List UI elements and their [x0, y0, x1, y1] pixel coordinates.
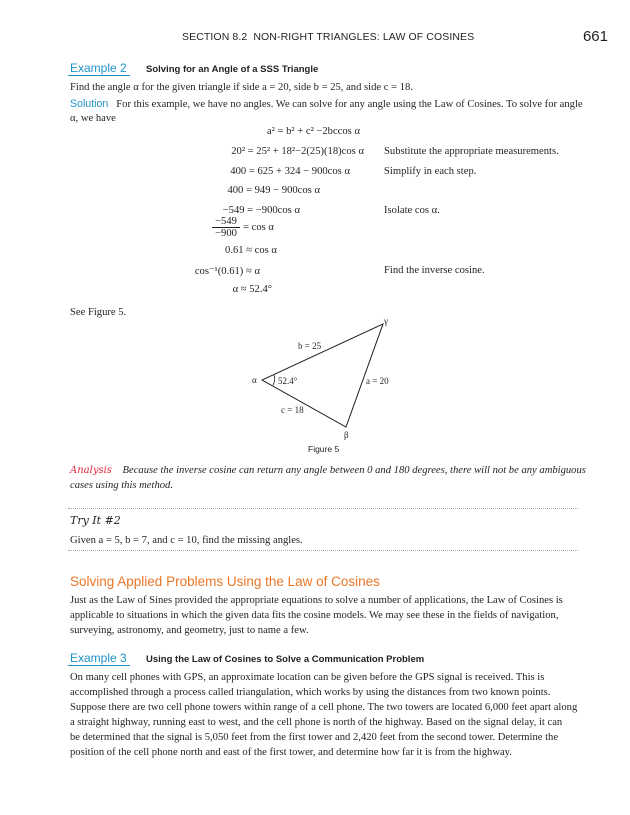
- example-3-line-1: On many cell phones with GPS, an approximate location can be given before the GPS signal is received. This is: [70, 672, 545, 683]
- step-9: α ≈ 52.4°: [232, 284, 272, 295]
- vertex-gamma: γ: [384, 316, 388, 326]
- solution-label: Solution: [70, 98, 109, 110]
- step-7: 0.61 ≈ cos α: [225, 245, 277, 256]
- step-6-denominator: −900: [215, 228, 237, 239]
- step-8: cos⁻¹(0.61) ≈ α: [194, 266, 260, 277]
- applied-heading: Solving Applied Problems Using the Law of Cosines: [70, 574, 380, 589]
- step-2: 20² = 25² + 18²−2(25)(18)cos α: [231, 146, 364, 157]
- step-2-note: Substitute the appropriate measurements.: [384, 146, 559, 157]
- vertex-alpha: α: [252, 375, 257, 385]
- side-c-label: c = 18: [281, 405, 304, 415]
- step-1: a² = b² + c² −2bccos α: [266, 126, 360, 137]
- solution-line-1: For this example, we have no angles. We can solve for any angle using the Law of Cosines. To solve for angle: [116, 99, 583, 110]
- section-number: SECTION 8.2: [182, 31, 248, 43]
- step-8-note: Find the inverse cosine.: [384, 265, 485, 276]
- angle-label: 52.4°: [278, 376, 298, 386]
- side-a-label: a = 20: [366, 376, 389, 386]
- step-6-rhs: = cos α: [243, 222, 274, 233]
- example-2-underline: [68, 75, 130, 76]
- see-figure: See Figure 5.: [70, 307, 127, 318]
- step-3-note: Simplify in each step.: [384, 166, 477, 177]
- example-2-label: Example 2: [70, 61, 127, 75]
- side-b-label: b = 25: [298, 341, 322, 351]
- applied-line-3: surveying, astronomy, and geometry, just to name a few.: [70, 625, 309, 636]
- page-number: 661: [582, 28, 608, 45]
- analysis-block: [70, 463, 590, 478]
- example-3-underline: [68, 665, 130, 666]
- try-it-label: Try It #2: [70, 514, 121, 527]
- figure-5-caption: Figure 5: [308, 444, 340, 454]
- applied-line-1: Just as the Law of Sines provided the appropriate equations to solve a number of applications, the Law of Cosines is: [70, 595, 563, 606]
- step-5-note: Isolate cos α.: [384, 205, 440, 216]
- example-2-prompt: Find the angle α for the given triangle if side a = 20, side b = 25, and side c = 18.: [70, 82, 413, 93]
- applied-paragraph: [70, 593, 600, 638]
- step-5: −549 = −900cos α: [222, 205, 300, 216]
- try-it-text: Given a = 5, b = 7, and c = 10, find the missing angles.: [70, 535, 303, 546]
- step-3: 400 = 625 + 324 − 900cos α: [230, 166, 350, 177]
- angle-arc: [273, 375, 275, 385]
- applied-line-2: applicable to situations in which the given data fits the cosine models. We may see these in the fields of navigation,: [70, 610, 559, 621]
- solution-line-2: α, we have: [70, 113, 116, 124]
- analysis-line-1: Because the inverse cosine can return any angle between 0 and 180 degrees, there will not be any ambiguous: [122, 465, 586, 476]
- step-6-numerator: −549: [215, 216, 237, 227]
- section-header: [182, 31, 474, 43]
- try-it-bottom-rule: [68, 550, 578, 551]
- example-3-title: Using the Law of Cosines to Solve a Communication Problem: [146, 654, 425, 665]
- step-4: 400 = 949 − 900cos α: [227, 185, 320, 196]
- example-2-solution: [70, 97, 590, 112]
- example-3-paragraph: [70, 670, 600, 760]
- step-6-fraction: [213, 216, 239, 240]
- example-3-line-4: a straight highway, running east to west, and the cell phone is north of the highway. Based on the signal delay, it can: [70, 717, 563, 728]
- vertex-beta: β: [344, 430, 349, 440]
- example-3-line-3: Suppose there are two cell phone towers within range of a cell phone. The two towers are located 6,000 feet apart along: [70, 702, 578, 713]
- example-3-line-2: accomplished through a process called triangulation, which works by using the distances from two known points.: [70, 687, 551, 698]
- section-title: NON-RIGHT TRIANGLES: LAW OF COSINES: [253, 31, 475, 43]
- example-3-label: Example 3: [70, 651, 127, 665]
- analysis-line-2: cases using this method.: [70, 480, 173, 491]
- try-it-top-rule: [68, 508, 578, 509]
- analysis-label: Analysis: [70, 465, 112, 476]
- example-3-line-5: be determined that the signal is 5,050 feet from the first tower and 2,420 feet from the second tower. Determine the: [70, 732, 559, 743]
- example-2-title: Solving for an Angle of a SSS Triangle: [146, 64, 319, 75]
- example-3-line-6: position of the cell phone north and east of the first tower, and determine how far it is from the highway.: [70, 747, 512, 758]
